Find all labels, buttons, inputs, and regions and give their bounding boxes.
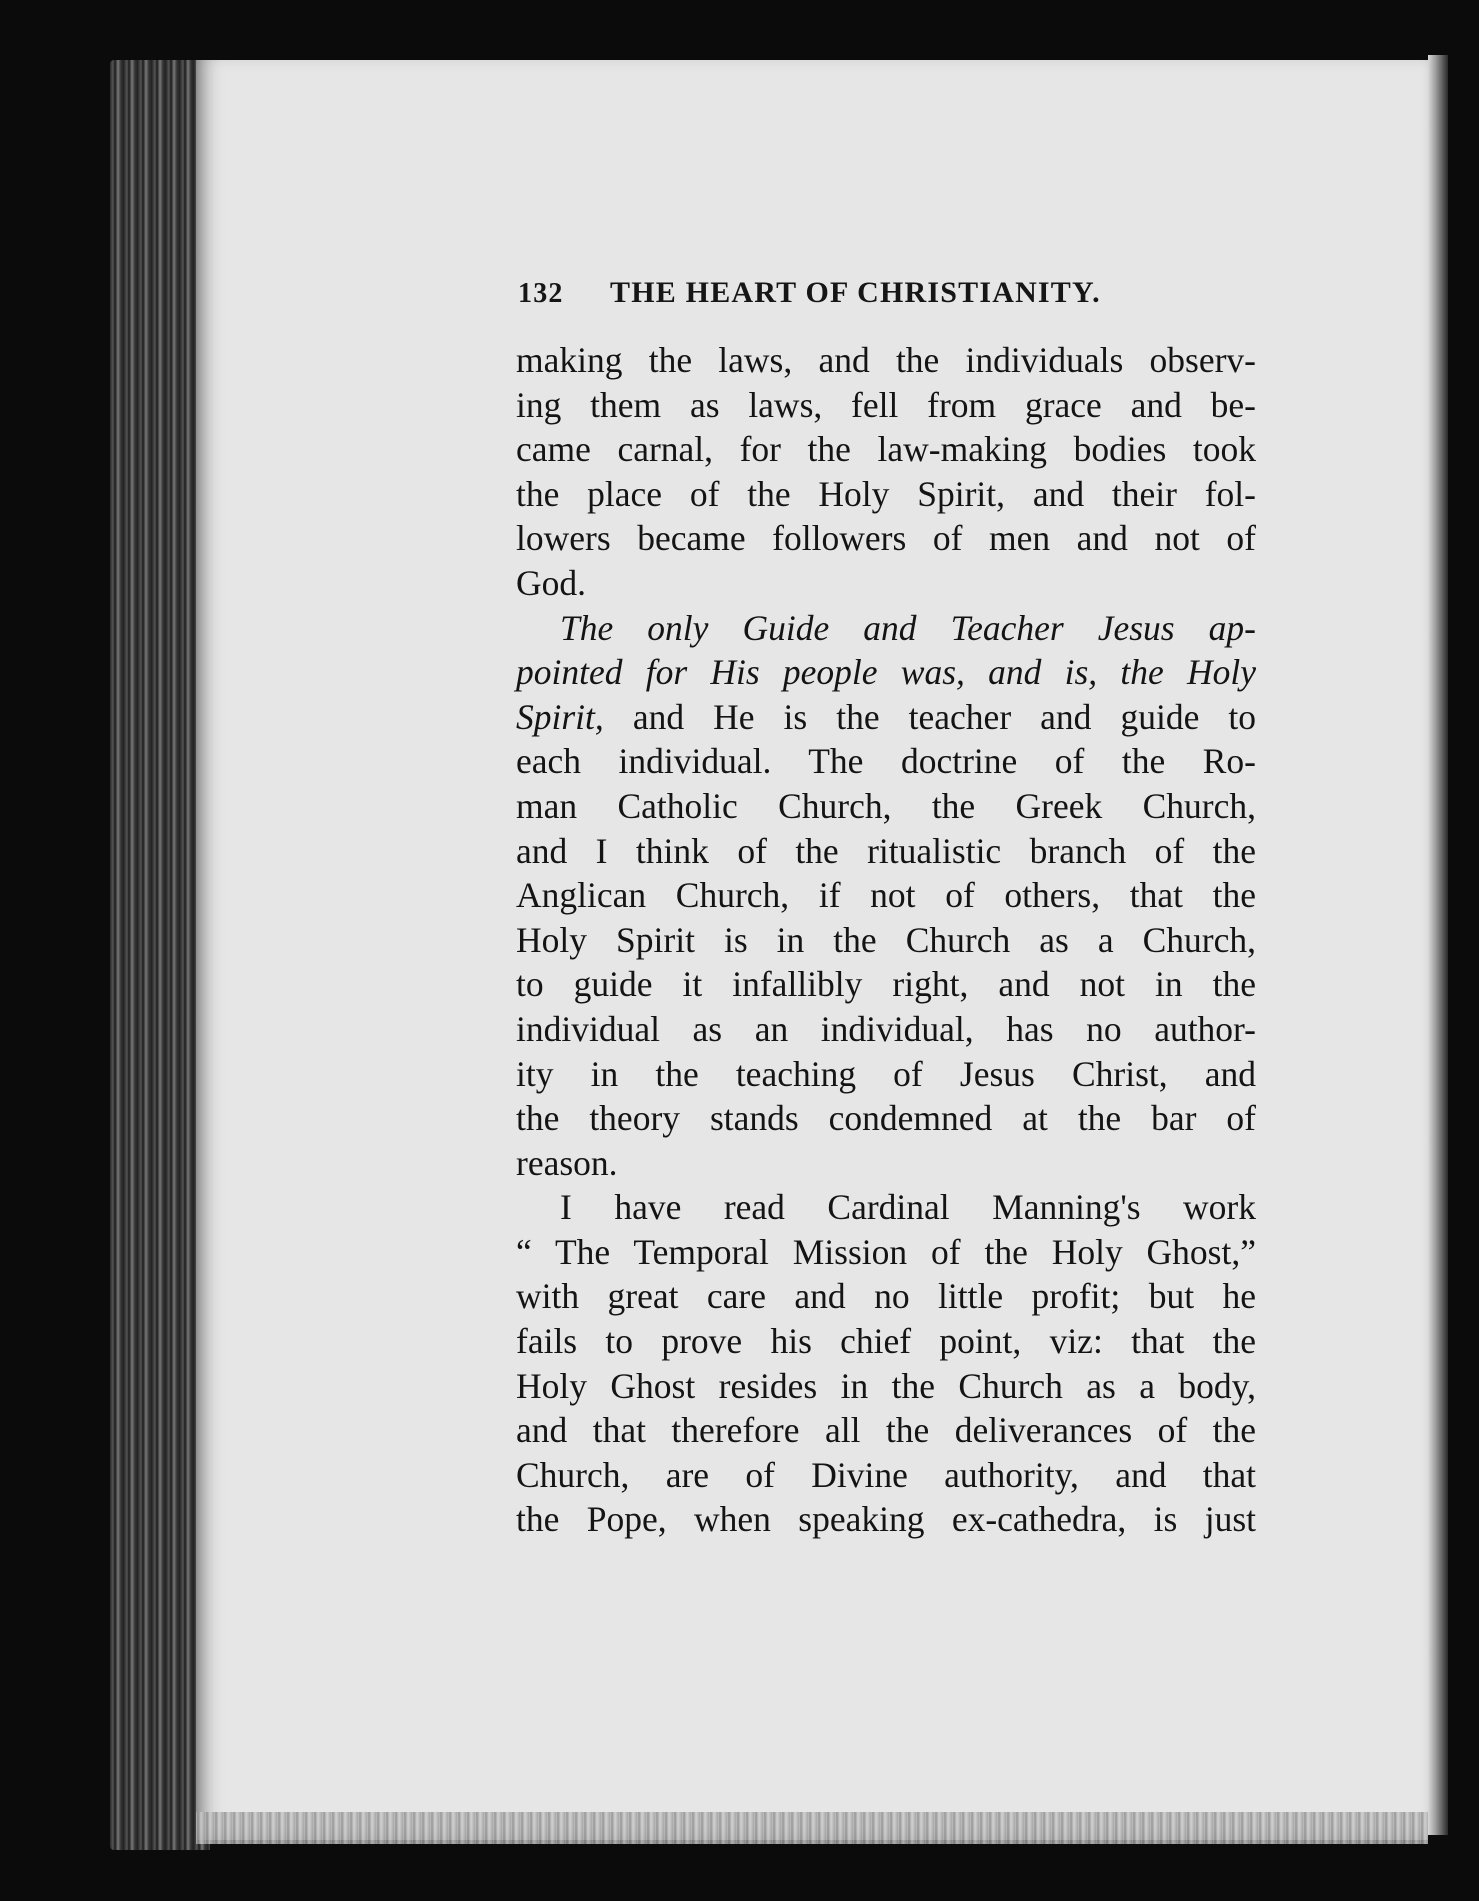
- paragraph-1: [516, 338, 1256, 606]
- text-line: making the laws, and the individuals observ-: [516, 340, 1256, 380]
- plain-text: and He is the teacher and guide to: [603, 696, 1256, 737]
- text-line: with great care and no little profit; but he: [516, 1276, 1256, 1317]
- italic-text: pointed for His people was, and is, the Holy: [516, 652, 1256, 693]
- plain-text: ity in the teaching of Jesus Christ, and: [516, 1053, 1256, 1094]
- text-line: fails to prove his chief point, viz: that the: [516, 1321, 1256, 1362]
- text-line: [516, 784, 1256, 829]
- text-line: [516, 739, 1256, 784]
- text-line: [516, 1052, 1256, 1097]
- running-head: [518, 276, 1238, 320]
- plain-text: Anglican Church, if not of others, that the: [516, 875, 1256, 916]
- text-line: [516, 1007, 1256, 1052]
- text-line: Church, are of Divine authority, and that: [516, 1454, 1256, 1495]
- italic-text: Spirit,: [516, 696, 604, 737]
- plain-text: Holy Spirit is in the Church as a Church,: [516, 919, 1256, 960]
- plain-text: man Catholic Church, the Greek Church,: [516, 785, 1256, 826]
- page-bottom-edge: [196, 1812, 1428, 1844]
- plain-text: and I think of the ritualistic branch of the: [516, 830, 1256, 871]
- book-binding-edge: [110, 60, 210, 1850]
- text-line: [516, 695, 1256, 740]
- text-line: and that therefore all the deliverances of the: [516, 1410, 1256, 1451]
- text-line: “ The Temporal Mission of the Holy Ghost,”: [516, 1231, 1256, 1272]
- text-line: [516, 873, 1256, 918]
- plain-text: each individual. The doctrine of the Ro-: [516, 741, 1256, 782]
- text-line: [516, 829, 1256, 874]
- text-line: [516, 1141, 1256, 1186]
- page-number: 132: [518, 278, 564, 309]
- text-line: God.: [516, 562, 587, 603]
- facing-page-edge: [1428, 55, 1448, 1835]
- paragraph-2: [516, 606, 1256, 1186]
- page-body-text: [516, 338, 1256, 1542]
- text-line: the Pope, when speaking ex-cathedra, is just: [516, 1499, 1256, 1540]
- text-line: ing them as laws, fell from grace and be-: [516, 384, 1256, 425]
- text-line: [516, 606, 1256, 651]
- plain-text: to guide it infallibly right, and not in the: [516, 964, 1256, 1005]
- text-line: [516, 962, 1256, 1007]
- text-line: the place of the Holy Spirit, and their fol-: [516, 473, 1256, 514]
- text-line: [516, 650, 1256, 695]
- paragraph-3: [516, 1185, 1256, 1542]
- text-line: came carnal, for the law-making bodies took: [516, 429, 1256, 470]
- plain-text: individual as an individual, has no author-: [516, 1008, 1256, 1049]
- text-line: [516, 1096, 1256, 1141]
- text-line: [516, 918, 1256, 963]
- text-line: lowers became followers of men and not of: [516, 518, 1256, 559]
- plain-text: reason.: [516, 1142, 618, 1183]
- text-line: Holy Ghost resides in the Church as a body,: [516, 1365, 1256, 1406]
- running-title: THE HEART OF CHRISTIANITY.: [610, 276, 1101, 309]
- plain-text: the theory stands condemned at the bar of: [516, 1098, 1256, 1139]
- text-line: I have read Cardinal Manning's work: [560, 1187, 1256, 1228]
- italic-text: The only Guide and Teacher Jesus ap-: [560, 607, 1256, 648]
